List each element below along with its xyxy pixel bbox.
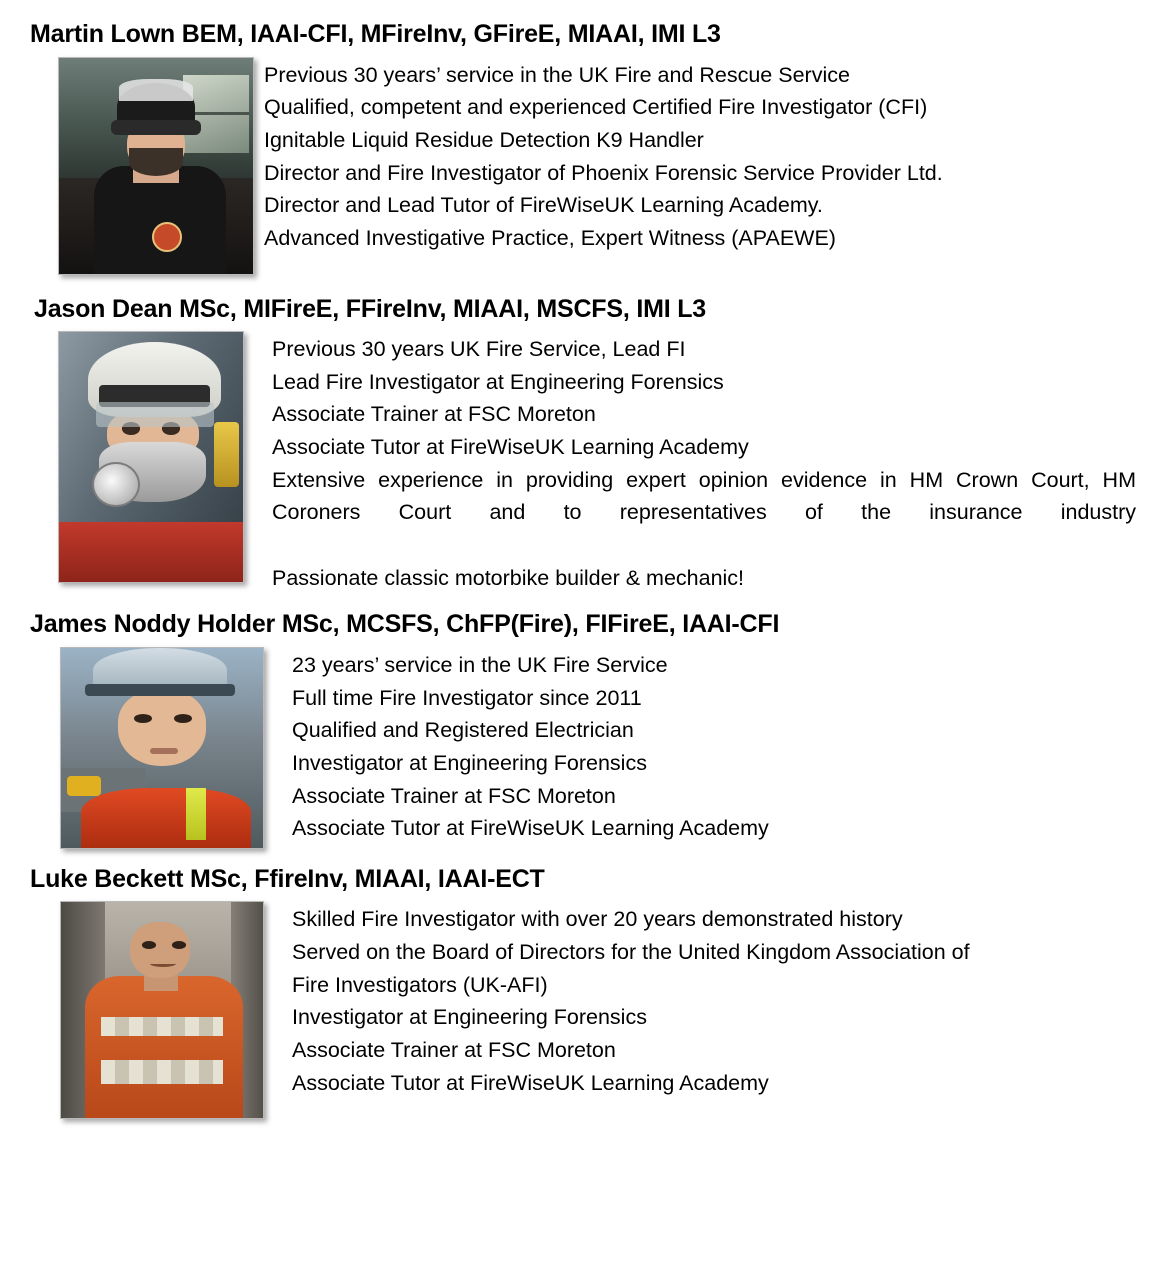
profile-photo-wrapper (30, 647, 274, 849)
bio-line: Associate Trainer at FSC Moreton (272, 402, 596, 427)
profile-name: Martin Lown BEM, IAAI-CFI, MFireInv, GFireE, MIAAI, IMI L3 (30, 20, 721, 48)
profile-photo-wrapper (30, 331, 254, 583)
bio-line: Associate Trainer at FSC Moreton (292, 1038, 616, 1063)
bio-line: Investigator at Engineering Forensics (292, 1005, 647, 1030)
profile-photo-jason-dean (58, 331, 244, 583)
bio-line: Qualified, competent and experienced Certified Fire Investigator (CFI) (264, 95, 928, 120)
profile-jason-dean (30, 293, 1136, 595)
profile-photo-james-holder (60, 647, 264, 849)
profile-bio (264, 57, 1136, 255)
bio-line: Investigator at Engineering Forensics (292, 750, 647, 775)
profile-luke-beckett (30, 863, 1136, 1120)
bio-line: Skilled Fire Investigator with over 20 years demonstrated history (292, 907, 903, 932)
bio-line: Associate Tutor at FireWiseUK Learning Academy (272, 435, 749, 460)
bio-line: Previous 30 years UK Fire Service, Lead FI (272, 337, 686, 361)
profile-photo-wrapper (30, 57, 264, 275)
profile-james-holder (30, 608, 1136, 849)
bio-line: Advanced Investigative Practice, Expert Witness (APAEWE) (264, 225, 836, 250)
bio-line: Director and Lead Tutor of FireWiseUK Learning Academy. (264, 193, 823, 218)
bio-line: Associate Tutor at FireWiseUK Learning Academy (292, 816, 769, 841)
bio-line: Passionate classic motorbike builder & mechanic! (272, 565, 745, 590)
profile-name: James Noddy Holder MSc, MCSFS, ChFP(Fire), FIFireE, IAAI-CFI (30, 610, 780, 639)
profile-martin-lown (30, 18, 1136, 275)
bio-line: Lead Fire Investigator at Engineering Forensics (272, 369, 724, 394)
profile-photo-martin-lown (58, 57, 254, 275)
bio-line: Qualified and Registered Electrician (292, 718, 634, 743)
bio-line: Extensive experience in providing expert opinion evidence in HM Crown Court, HM Coroners Court and to representatives of the insurance industry (272, 467, 1136, 525)
bio-line: Served on the Board of Directors for the United Kingdom Association of Fire Investigators (UK-AFI) (292, 940, 970, 997)
profile-name: Luke Beckett MSc, FfireInv, MIAAI, IAAI-ECT (30, 864, 545, 893)
profile-photo-wrapper (30, 901, 274, 1119)
bio-line: Ignitable Liquid Residue Detection K9 Handler (264, 127, 704, 152)
profile-bio (274, 901, 1004, 1099)
profile-name: Jason Dean MSc, MIFireE, FFireInv, MIAAI, MSCFS, IMI L3 (34, 294, 706, 323)
bio-line: Full time Fire Investigator since 2011 (292, 685, 642, 710)
profile-bio (254, 331, 1136, 594)
bio-line: Associate Tutor at FireWiseUK Learning Academy (292, 1070, 769, 1095)
bio-line: Previous 30 years’ service in the UK Fire and Rescue Service (264, 62, 850, 87)
bio-line: Associate Trainer at FSC Moreton (292, 783, 616, 808)
profile-bio (274, 647, 1136, 845)
bio-line: 23 years’ service in the UK Fire Service (292, 652, 668, 677)
profile-photo-luke-beckett (60, 901, 264, 1119)
bio-line: Director and Fire Investigator of Phoenix Forensic Service Provider Ltd. (264, 160, 943, 185)
